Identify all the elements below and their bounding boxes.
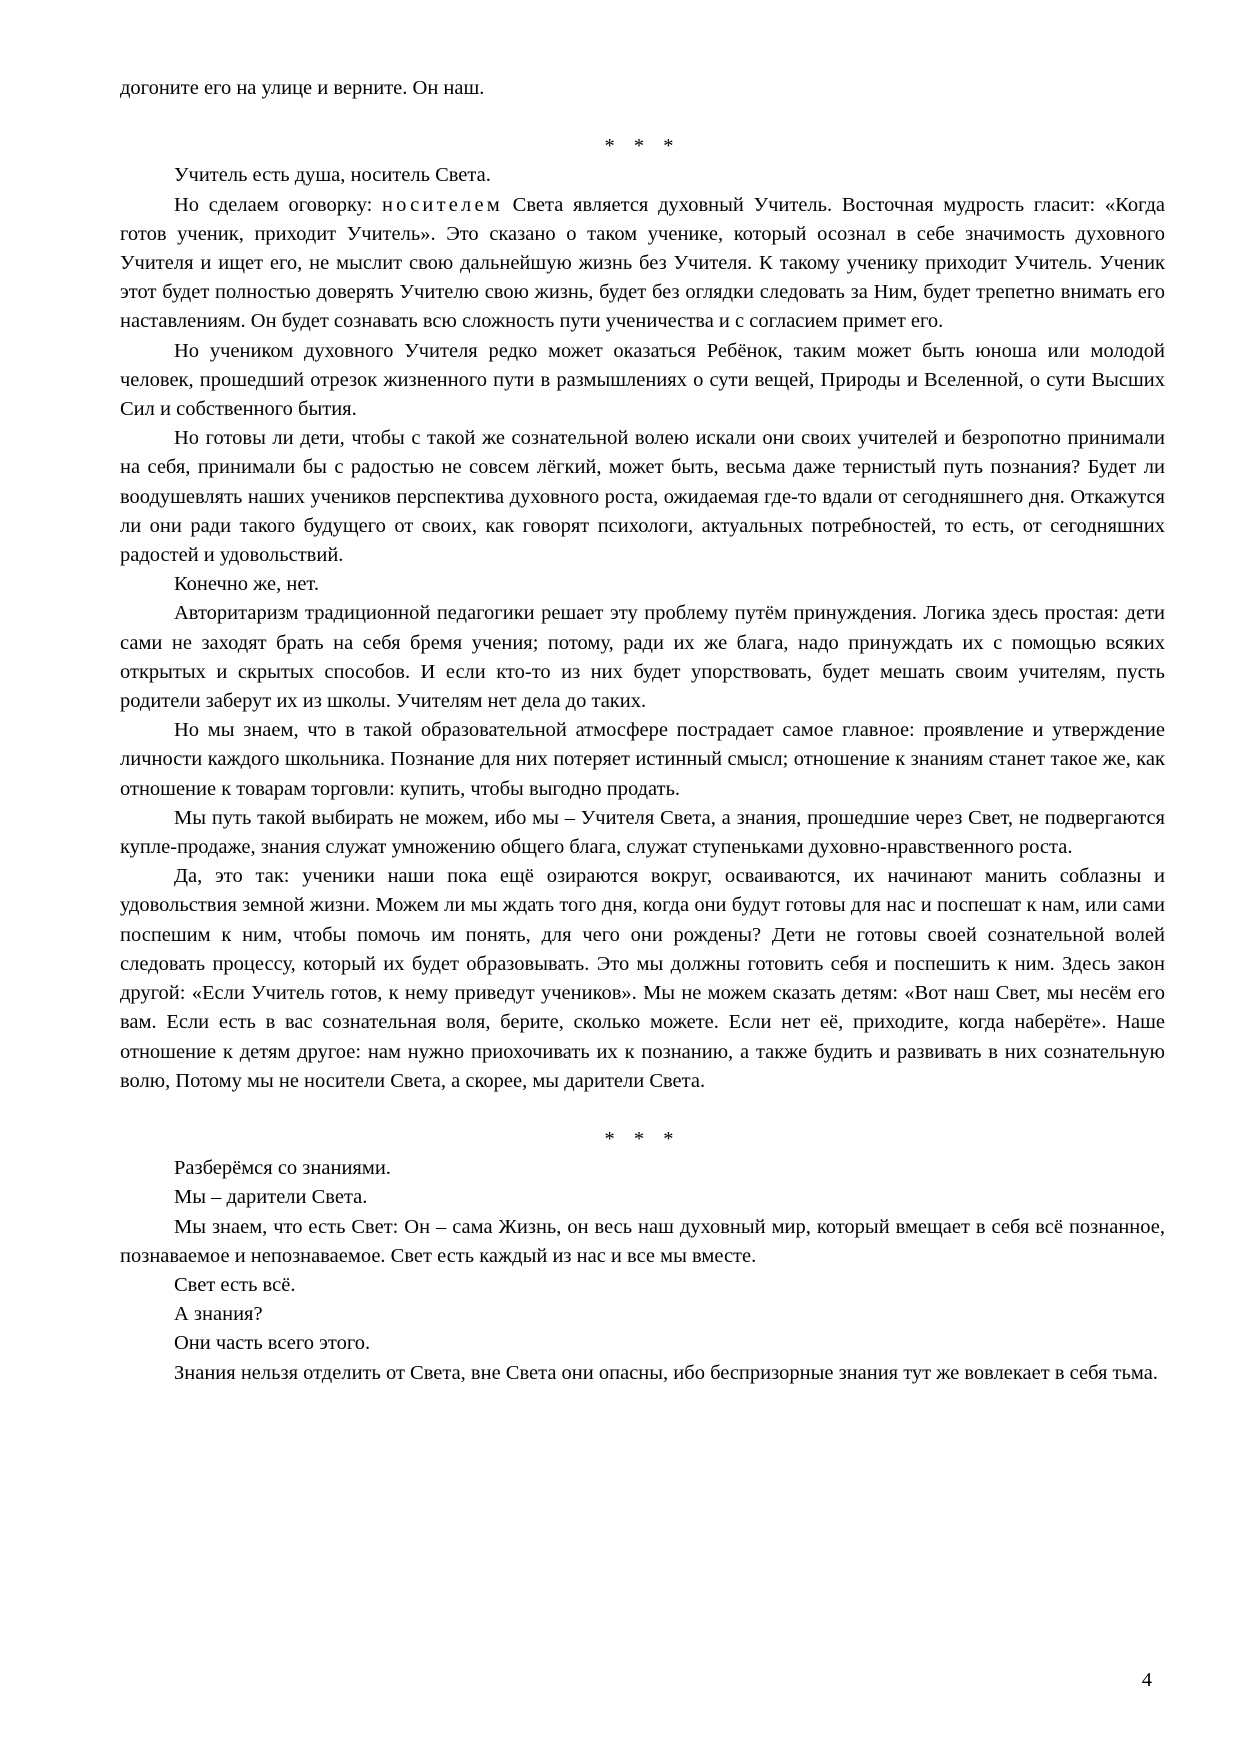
emphasized-phrase-nositelem: носителем <box>382 193 503 216</box>
paragraph-knowledge-and-light: Знания нельзя отделить от Света, вне Света они опасны, ибо беспризорные знания тут же вовлекает в себя тьма. <box>174 1361 1158 1384</box>
paragraph-authoritarianism: Авторитаризм традиционной педагогики решает эту проблему путём принуждения. Логика здесь простая: дети сами не заходят брать на себя бремя учения; потому, ради их же блага, надо принуждать их с помощью всяких открытых и скрытых способов. И если кто-то из них будет упорствовать, будет мешать своим учителям, пусть родители заберут их из школы. Учителям нет дела до таких. <box>120 602 1165 713</box>
document-body <box>120 74 1165 1388</box>
paragraph-reservation <box>120 191 1165 337</box>
paragraph-of-course-not: Конечно же, нет. <box>174 573 319 596</box>
paragraph-givers-of-light-explained: Да, это так: ученики наши пока ещё озираются вокруг, осваиваются, их начинают манить соблазны и удовольствия земной жизни. Можем ли мы ждать того дня, когда они будут готовы для нас и поспешат к нам, или сами поспешим к ним, чтобы помочь им понять, для чего они рождены? Дети не готовы своей сознательной волей следовать процессу, который их будет образовывать. Это мы должны готовить себя и поспешить к ним. Здесь закон другой: «Если Учитель готов, к нему приведут учеников». Мы не можем сказать детям: «Вот наш Свет, мы несём его вам. Если есть в вас сознательная воля, берите, сколько можете. Если нет её, приходите, когда наберёте». Наше отношение к детям другое: нам нужно приохочивать их к познанию, а также будить и развивать в них сознательную волю, Потому мы не носители Света, а скорее, мы дарители Света. <box>120 865 1165 1092</box>
paragraph-and-knowledge: А знания? <box>174 1303 263 1326</box>
paragraph-what-light-is: Мы знаем, что есть Свет: Он – сама Жизнь, он весь наш духовный мир, который вмещает в себя всё познанное, познаваемое и непознаваемое. Свет есть каждый из нас и все мы вместе. <box>120 1215 1165 1267</box>
paragraph-carryover: догоните его на улице и верните. Он наш. <box>120 77 485 99</box>
paragraph-teachers-of-light: Мы путь такой выбирать не можем, ибо мы – Учителя Света, а знания, прошедшие через Свет, не подвергаются купле-продаже, знания служат умножению общего блага, служат ступеньками духовно-нравственного роста. <box>120 806 1165 859</box>
paragraph-reservation-suffix: Света является духовный Учитель. Восточная мудрость гласит: «Когда готов ученик, приходит Учитель». Это сказано о таком ученике, который осознал в себе значимость духовного Учителя и ищет его, не мыслит свою дальнейшую жизнь без Учителя. К такому ученику приходит Учитель. Ученик этот будет полностью доверять Учителю свою жизнь, будет без оглядки следовать за Ним, будет трепетно внимать его наставлениям. Он будет сознавать всю сложность пути ученичества и с согласием примет его. <box>120 193 1165 333</box>
paragraph-educational-atmosphere: Но мы знаем, что в такой образовательной атмосфере пострадает самое главное: проявление и утверждение личности каждого школьника. Познание для них потеряет истинный смысл; отношение к знаниям станет такое же, как отношение к товарам торговли: купить, чтобы выгодно продать. <box>120 719 1165 800</box>
paragraph-they-are-part: Они часть всего этого. <box>174 1332 371 1355</box>
paragraph-are-children-ready: Но готовы ли дети, чтобы с такой же сознательной волею искали они своих учителей и безропотно принимали на себя, принимали бы с радостью не совсем лёгкий, может быть, весьма даже тернистый путь познания? Будет ли воодушевлять наших учеников перспектива духовного роста, ожидаемая где-то вдали от сегодняшнего дня. Откажутся ли они ради такого будущего от своих, как говорят психологи, актуальных потребностей, то есть, от сегодняшних радостей и удовольствий. <box>120 427 1165 567</box>
paragraph-teacher-is-soul: Учитель есть душа, носитель Света. <box>174 164 491 187</box>
section-separator-bottom: * * * <box>604 1127 681 1150</box>
paragraph-light-is-everything: Свет есть всё. <box>174 1273 296 1296</box>
paragraph-we-are-givers: Мы – дарители Света. <box>174 1186 368 1209</box>
paragraph-lets-sort-knowledge: Разберёмся со знаниями. <box>174 1157 391 1180</box>
paragraph-reservation-prefix: Но сделаем оговорку: <box>174 193 382 216</box>
paragraph-who-can-be-student: Но учеником духовного Учителя редко может оказаться Ребёнок, таким может быть юноша или молодой человек, прошедший отрезок жизненного пути в размышлениях о сути вещей, Природы и Вселенной, о сути Высших Сил и собственного бытия. <box>120 339 1165 421</box>
page-number: 4 <box>1141 1669 1152 1691</box>
section-separator-top: * * * <box>604 135 681 158</box>
